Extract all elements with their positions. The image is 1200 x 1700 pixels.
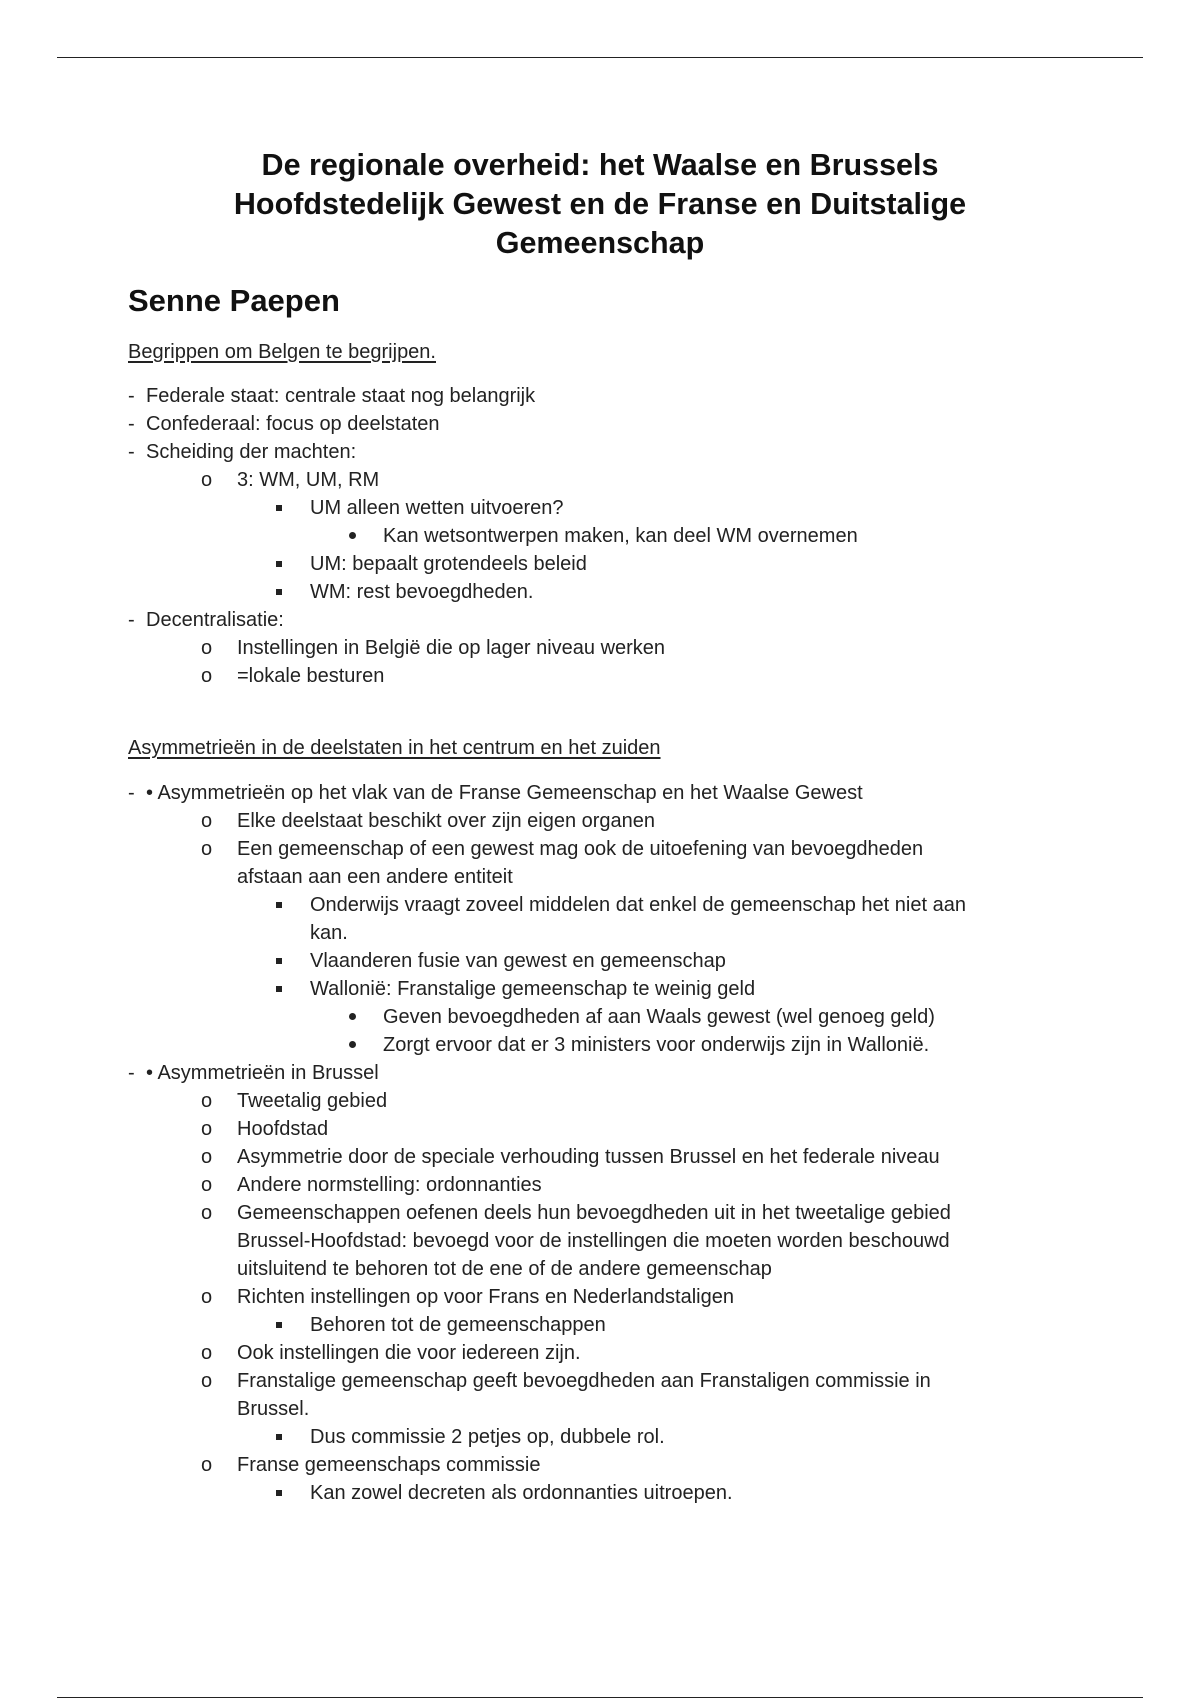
title-line: Hoofdstedelijk Gewest en de Franse en Duitstalige <box>233 187 967 221</box>
round-bullet-icon <box>349 532 356 539</box>
list-item: - Scheiding der machten: <box>128 441 357 463</box>
list-item: o =lokale besturen <box>201 665 385 687</box>
list-item: o Een gemeenschap of een gewest mag ook de uitoefening van bevoegdheden <box>201 838 924 860</box>
list-item: Dus commissie 2 petjes op, dubbele rol. <box>128 1423 1128 1451</box>
list-item: Kan wetsontwerpen maken, kan deel WM overnemen <box>128 522 1128 550</box>
list-item: o Ook instellingen die voor iedereen zijn. <box>201 1342 581 1364</box>
list-item: - Federale staat: centrale staat nog belangrijk <box>128 385 536 407</box>
list-item: Behoren tot de gemeenschappen <box>128 1311 1128 1339</box>
list-item: o Asymmetrie door de speciale verhouding tussen Brussel en het federale niveau <box>201 1146 940 1168</box>
list-item: WM: rest bevoegdheden. <box>128 578 1128 606</box>
list-item: o Gemeenschappen oefenen deels hun bevoegdheden uit in het tweetalige gebied <box>201 1202 951 1224</box>
document-title <box>150 146 1050 263</box>
section-heading: Begrippen om Belgen te begrijpen. <box>128 341 436 363</box>
list-item: - Confederaal: focus op deelstaten <box>128 413 440 435</box>
square-bullet-icon <box>276 958 282 964</box>
list-item: o Andere normstelling: ordonnanties <box>201 1174 542 1196</box>
list-item: o Instellingen in België die op lager niveau werken <box>201 637 666 659</box>
list-item: Onderwijs vraagt zoveel middelen dat enkel de gemeenschap het niet aan <box>128 891 1128 919</box>
section-heading: Asymmetrieën in de deelstaten in het centrum en het zuiden <box>128 737 661 759</box>
section-1-list <box>128 382 1128 690</box>
list-item: o 3: WM, UM, RM <box>201 469 380 491</box>
list-item: Kan zowel decreten als ordonnanties uitroepen. <box>128 1479 1128 1507</box>
round-bullet-icon <box>349 1013 356 1020</box>
square-bullet-icon <box>276 589 282 595</box>
square-bullet-icon <box>276 902 282 908</box>
list-item: o Tweetalig gebied <box>201 1090 388 1112</box>
list-item: o Elke deelstaat beschikt over zijn eigen organen <box>201 810 656 832</box>
square-bullet-icon <box>276 505 282 511</box>
title-line: Gemeenschap <box>495 226 705 260</box>
title-line: De regionale overheid: het Waalse en Brussels <box>261 148 939 182</box>
list-item: UM alleen wetten uitvoeren? <box>128 494 1128 522</box>
list-item: o Hoofdstad <box>201 1118 329 1140</box>
square-bullet-icon <box>276 1434 282 1440</box>
list-item: UM: bepaalt grotendeels beleid <box>128 550 1128 578</box>
list-item: - • Asymmetrieën in Brussel <box>128 1062 379 1084</box>
square-bullet-icon <box>276 1490 282 1496</box>
list-item: Wallonië: Franstalige gemeenschap te weinig geld <box>128 975 1128 1003</box>
list-item-continuation: afstaan aan een andere entiteit <box>237 866 513 888</box>
author-name: Senne Paepen <box>128 283 340 318</box>
list-item-continuation: uitsluitend te behoren tot de ene of de andere gemeenschap <box>237 1258 772 1280</box>
list-item: - • Asymmetrieën op het vlak van de Franse Gemeenschap en het Waalse Gewest <box>128 782 863 804</box>
header-rule <box>57 57 1143 58</box>
list-item: o Richten instellingen op voor Frans en Nederlandstaligen <box>201 1286 734 1308</box>
list-item: Geven bevoegdheden af aan Waals gewest (wel genoeg geld) <box>128 1003 1128 1031</box>
section-2-list <box>128 779 1128 1507</box>
list-item: o Franstalige gemeenschap geeft bevoegdheden aan Franstaligen commissie in <box>201 1370 931 1392</box>
list-item-continuation: Brussel-Hoofdstad: bevoegd voor de instellingen die moeten worden beschouwd <box>237 1230 950 1252</box>
square-bullet-icon <box>276 1322 282 1328</box>
list-item: o Franse gemeenschaps commissie <box>201 1454 541 1476</box>
list-item: - Decentralisatie: <box>128 609 284 631</box>
list-item: Zorgt ervoor dat er 3 ministers voor onderwijs zijn in Wallonië. <box>128 1031 1128 1059</box>
list-item: Vlaanderen fusie van gewest en gemeenschap <box>128 947 1128 975</box>
footer-rule <box>57 1697 1143 1698</box>
square-bullet-icon <box>276 561 282 567</box>
list-item-continuation: Brussel. <box>237 1398 310 1420</box>
round-bullet-icon <box>349 1041 356 1048</box>
square-bullet-icon <box>276 986 282 992</box>
list-item-continuation: kan. <box>310 922 348 944</box>
